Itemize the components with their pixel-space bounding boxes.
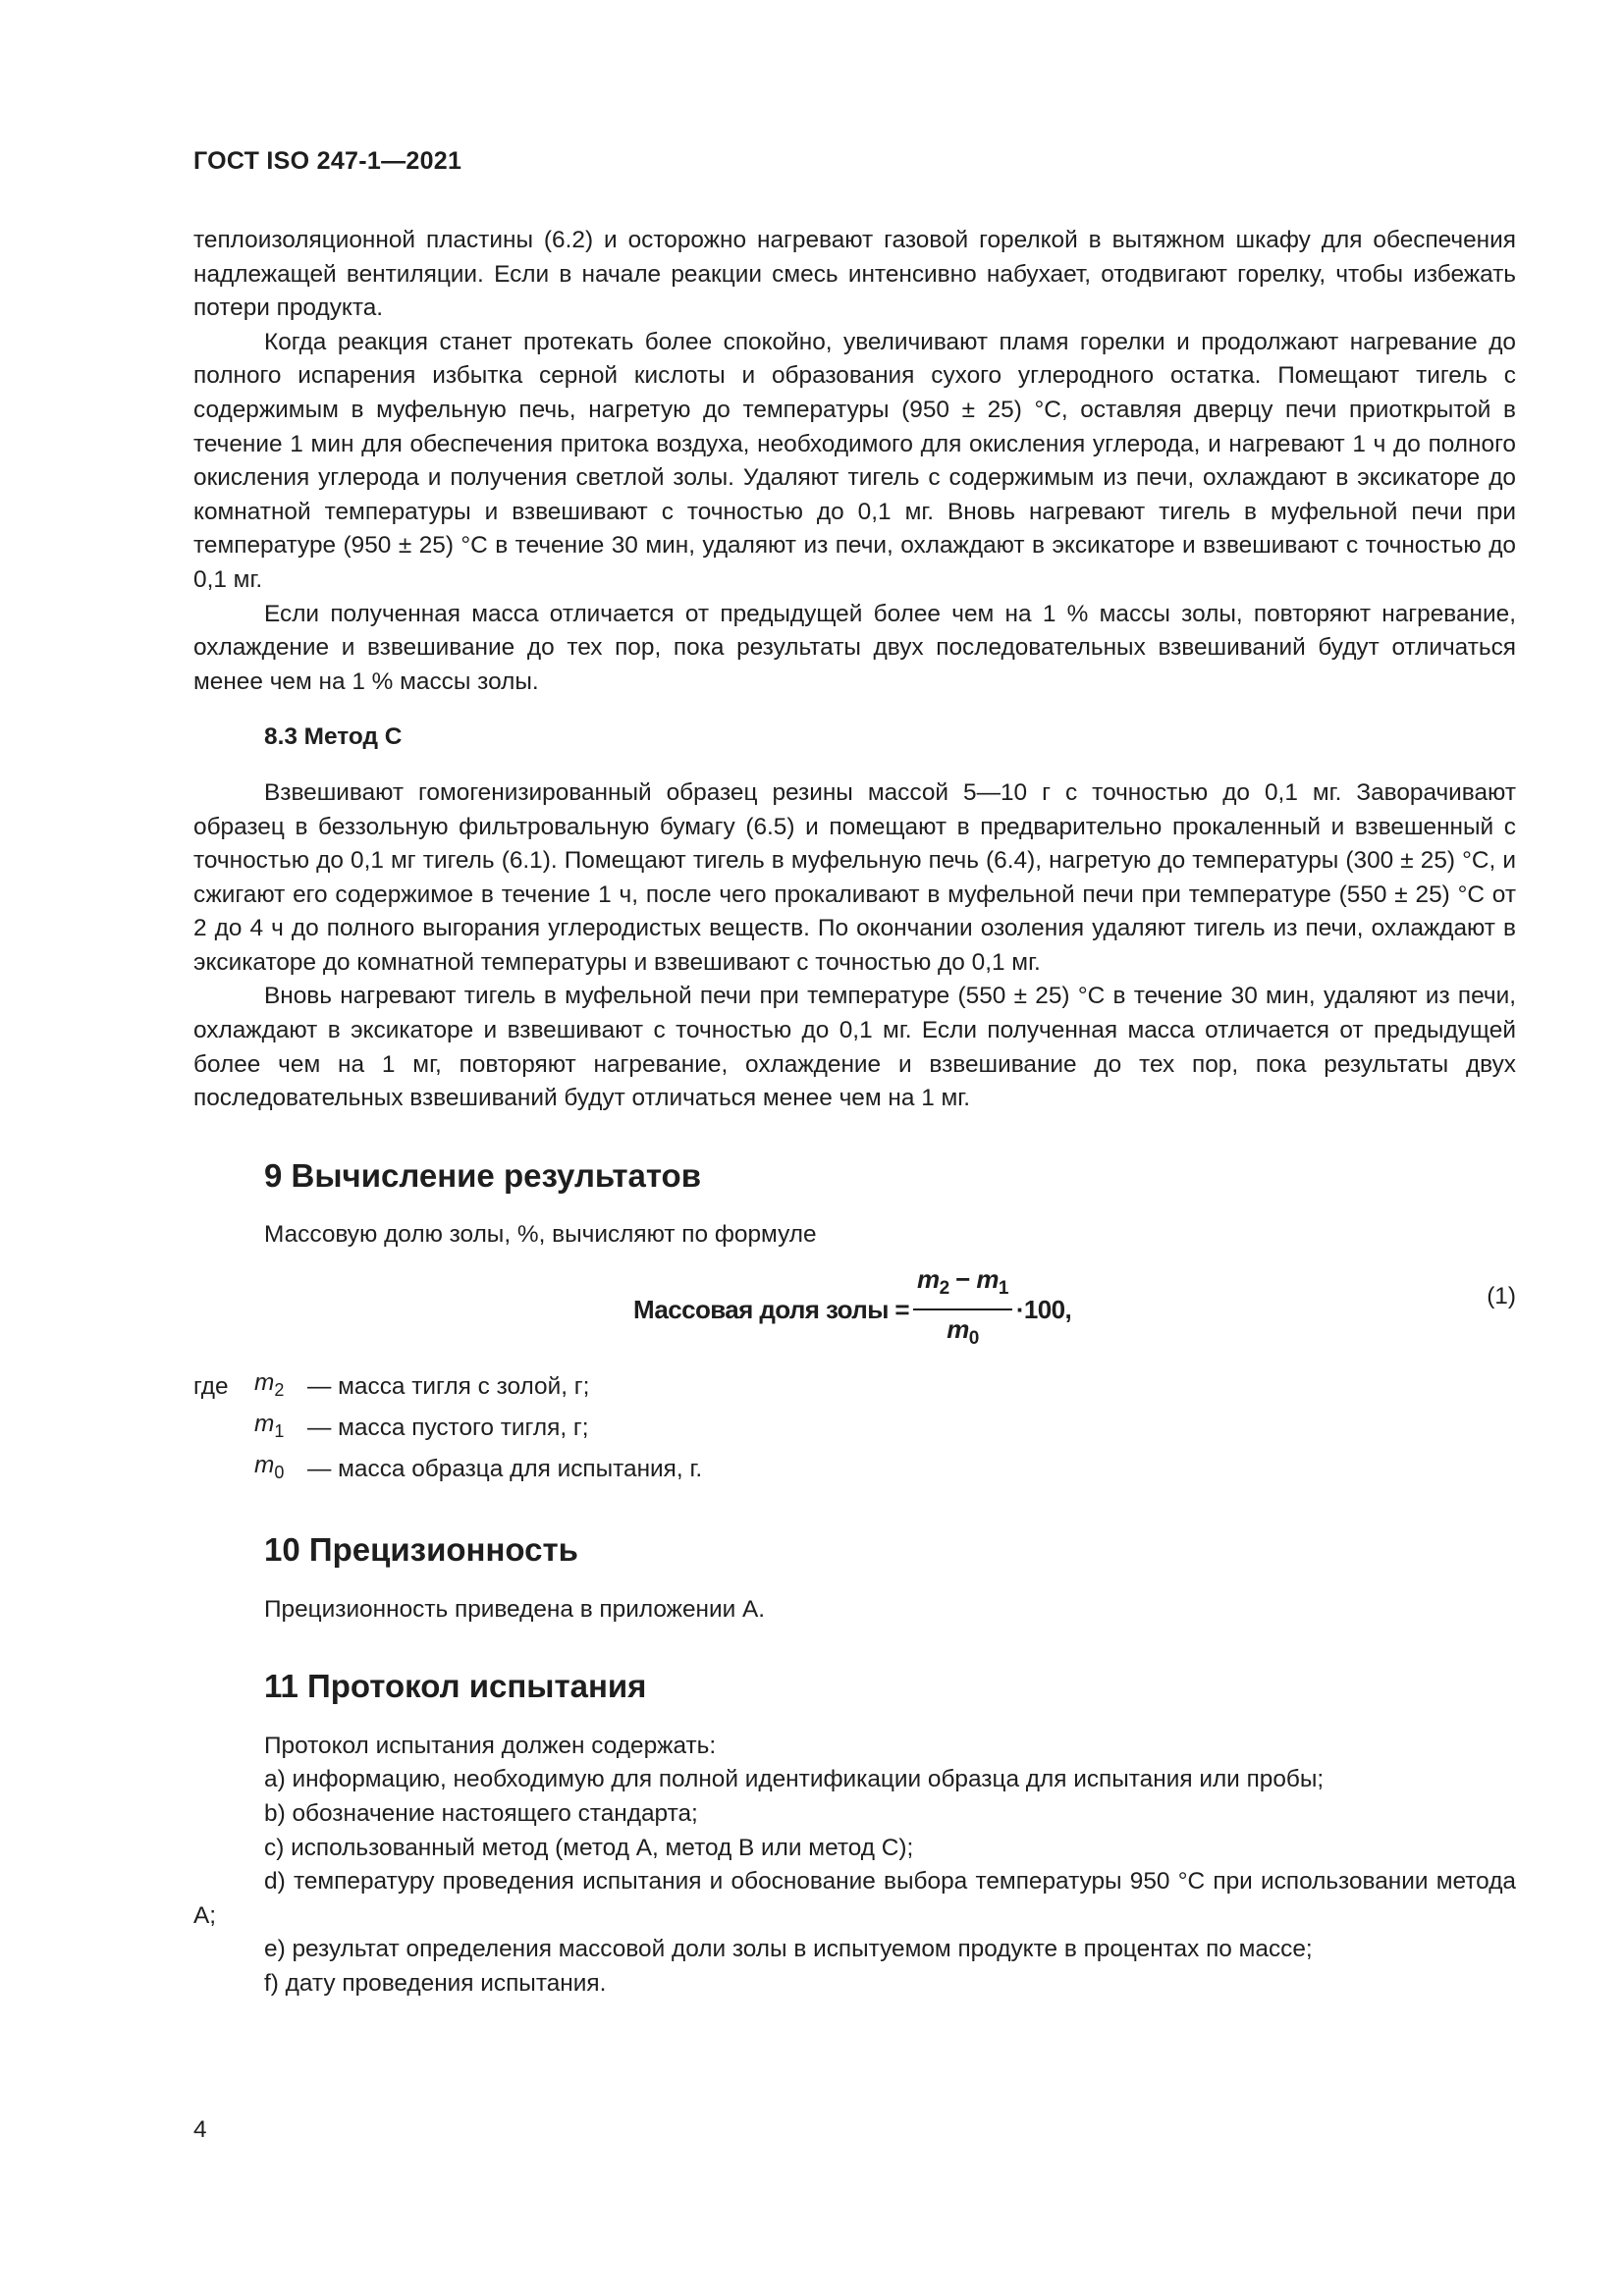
- list-item: e) результат определения массовой доли золы в испытуемом продукте в процентах по массе;: [264, 1936, 1313, 1963]
- legend-row: [193, 1449, 1516, 1490]
- page-content: [193, 224, 1516, 2002]
- legend-symbol: $m_1$: [254, 1411, 285, 1442]
- legend-row: [193, 1408, 1516, 1449]
- formula-intro: Массовую долю золы, %, вычисляют по формуле: [264, 1221, 817, 1249]
- formula-fraction: [913, 1262, 1012, 1357]
- legend-symbol: $m_0$: [254, 1452, 285, 1483]
- formula-legend: [193, 1366, 1516, 1490]
- list-item: d) температуру проведения испытания и обоснование выбора температуры 950 °С при использовании метода А;: [193, 1868, 1516, 1929]
- list-item: a) информацию, необходимую для полной идентификации образца для испытания или пробы;: [264, 1766, 1325, 1793]
- running-header: ГОСТ ISO 247-1—2021: [193, 147, 462, 175]
- list-item: c) использованный метод (метод А, метод В или метод С);: [264, 1834, 914, 1861]
- protocol-intro: Протокол испытания должен содержать:: [264, 1732, 717, 1759]
- protocol-list: [193, 1730, 1516, 2002]
- legend-desc: — масса тигля с золой, г;: [307, 1372, 590, 1400]
- formula-denominator: $m_0$: [947, 1314, 979, 1350]
- method-c-paragraph-2: Вновь нагревают тигель в муфельной печи при температуре (550 ± 25) °С в течение 30 мин, удаляют из печи, охлаждают в эксикаторе и взвешивают с точностью до 0,1 мг. Если полученная масса отличается от предыдущей более чем на 1 мг, повторяют нагревание, охлаждение и взвешивание до тех пор, пока результаты двух последовательных взвешиваний будут отличаться менее чем на 1 мг.: [193, 983, 1516, 1112]
- legend-desc: — масса пустого тигля, г;: [307, 1414, 589, 1441]
- section-title-10: 10 Прецизионность: [264, 1531, 578, 1569]
- page-number: 4: [193, 2116, 207, 2143]
- legend-row: где $m_2$ — масса тигля с золой, г;: [193, 1366, 1516, 1408]
- list-item: b) обозначение настоящего стандарта;: [264, 1800, 698, 1827]
- legend-desc: — масса образца для испытания, г.: [307, 1455, 703, 1482]
- formula-tail: ·100,: [1015, 1294, 1072, 1324]
- formula-row: [193, 1262, 1516, 1357]
- section-title-11: 11 Протокол испытания: [264, 1668, 647, 1705]
- formula-number: (1): [1487, 1283, 1516, 1310]
- paragraph-flame: Когда реакция станет протекать более спокойно, увеличивают пламя горелки и продолжают нагревание до полного испарения избытка серной кислоты и образования сухого углеродного остатка. Помещают тигель с содержимым в муфельную печь, нагретую до температуры (950 ± 25) °С, оставляя дверцу печи приоткрытой в течение 1 мин для обеспечения притока воздуха, необходимого для окисления углерода, и нагревают 1 ч до полного окисления углерода и получения светлой золы. Удаляют тигель с содержимым из печи, охлаждают в эксикаторе до комнатной температуры и взвешивают с точностью до 0,1 мг. Вновь нагревают тигель в муфельной печи при температуре (950 ± 25) °С в течение 30 мин, удаляют из печи, охлаждают в эксикаторе и взвешивают с точностью до 0,1 мг.: [193, 328, 1516, 593]
- method-c-paragraph-1: Взвешивают гомогенизированный образец резины массой 5—10 г с точностью до 0,1 мг. Заворачивают образец в беззольную фильтровальную бумагу (6.5) и помещают в предварительно прокаленный и взвешенный с точностью до 0,1 мг тигель (6.1). Помещают тигель в муфельную печь (6.4), нагретую до температуры (300 ± 25) °С, и сжигают его содержимое в течение 1 ч, после чего прокаливают в муфельной печи при температуре (550 ± 25) °С от 2 до 4 ч до полного выгорания углеродистых веществ. По окончании озоления удаляют тигель из печи, охлаждают в эксикаторе до комнатной температуры и взвешивают с точностью до 0,1 мг.: [193, 778, 1516, 976]
- list-item: f) дату проведения испытания.: [264, 1969, 607, 1997]
- legend-symbol: $m_2$: [254, 1369, 285, 1401]
- paragraph-repeat: Если полученная масса отличается от предыдущей более чем на 1 % массы золы, повторяют нагревание, охлаждение и взвешивание до тех пор, пока результаты двух последовательных взвешиваний будут отличаться менее чем на 1 % массы золы.: [193, 600, 1516, 695]
- formula-lhs: Массовая доля золы =: [633, 1294, 910, 1324]
- subsection-title-8-3: 8.3 Метод С: [264, 723, 403, 751]
- formula: [633, 1262, 1071, 1357]
- formula-numerator: $m_2 - m_1$: [913, 1262, 1012, 1310]
- section-title-9: 9 Вычисление результатов: [264, 1156, 702, 1194]
- paragraph-continuation: теплоизоляционной пластины (6.2) и осторожно нагревают газовой горелкой в вытяжном шкафу для обеспечения надлежащей вентиляции. Если в начале реакции смесь интенсивно набухает, отодвигают горелку, чтобы избежать потери продукта.: [193, 227, 1516, 322]
- precision-text: Прецизионность приведена в приложении А.: [264, 1595, 766, 1623]
